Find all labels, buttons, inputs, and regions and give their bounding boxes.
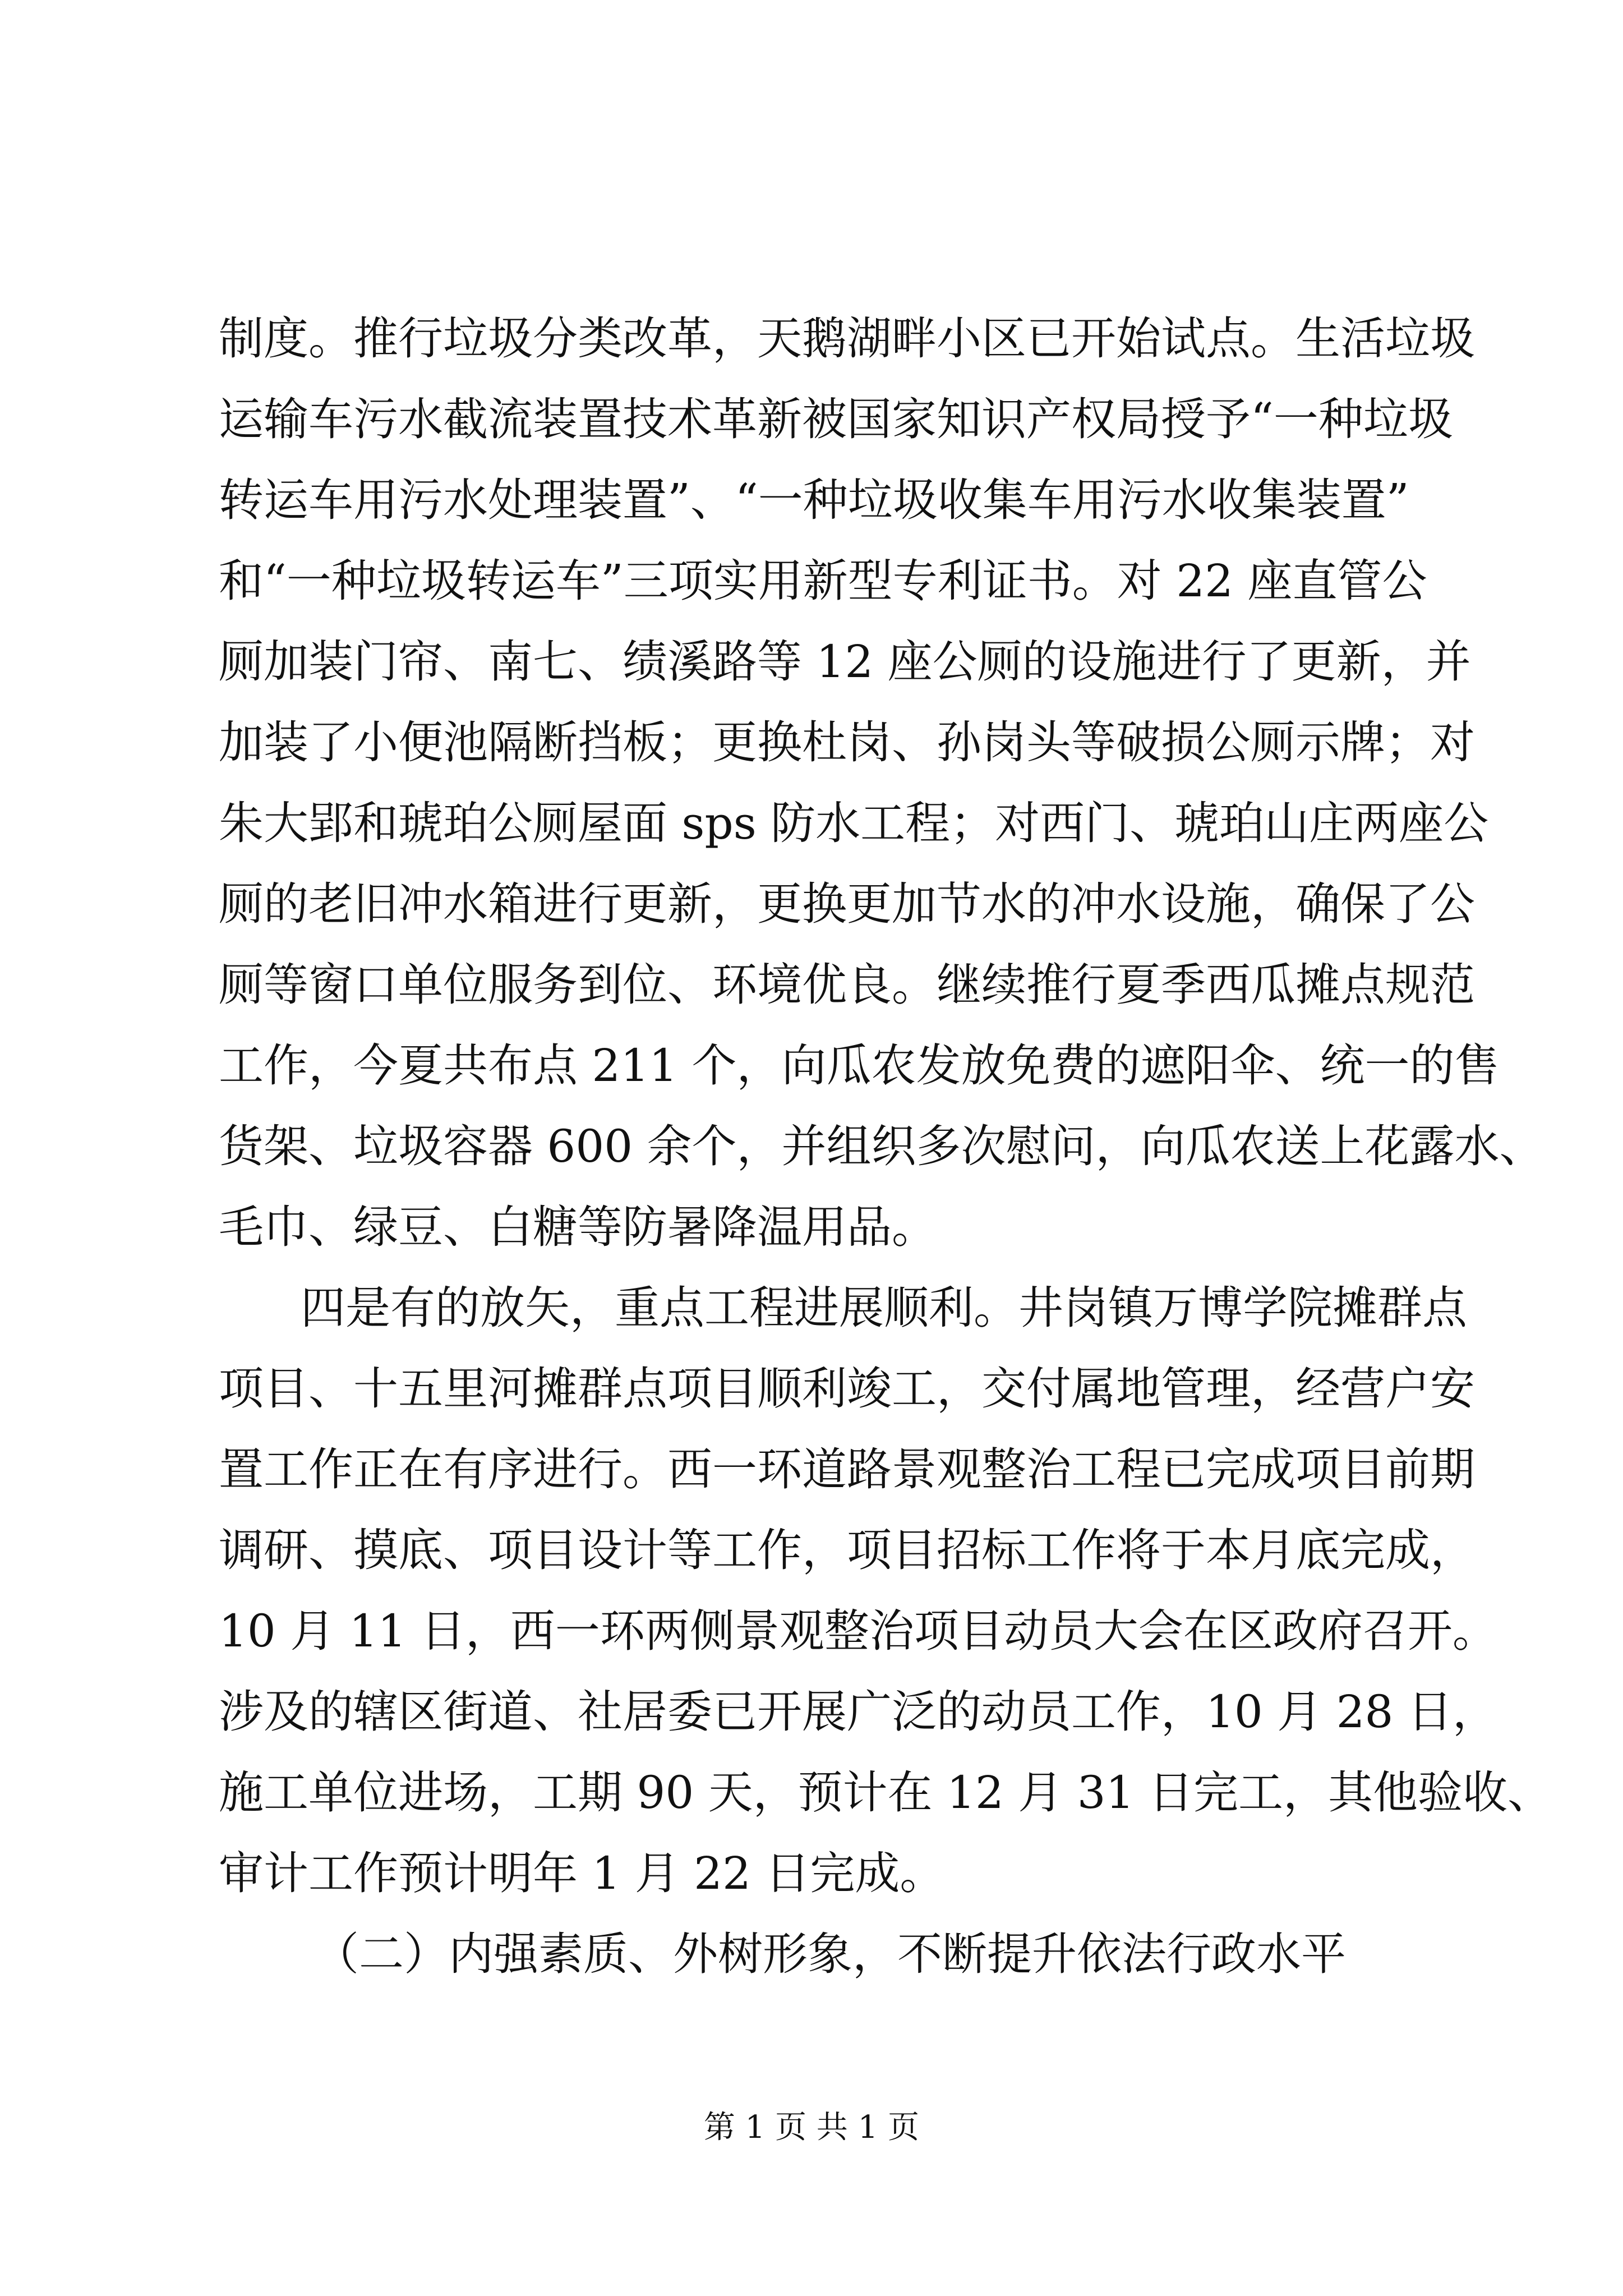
paragraph-1-line-6: 加装了小便池隔断挡板；更换杜岗、孙岗头等破损公厕示牌；对: [219, 716, 1475, 769]
page-footer: 第 1 页 共 1 页: [703, 2109, 920, 2146]
paragraph-1-line-1: 制度。推行垃圾分类改革，天鹅湖畔小区已开始试点。生活垃圾: [219, 312, 1475, 365]
paragraph-1-line-8: 厕的老旧冲水箱进行更新，更换更加节水的冲水设施，确保了公: [219, 878, 1475, 930]
paragraph-2-line-5: 10 月 11 日，西一环两侧景观整治项目动员大会在区政府召开。: [219, 1605, 1497, 1657]
paragraph-2-line-3: 置工作正在有序进行。西一环道路景观整治工程已完成项目前期: [219, 1443, 1475, 1496]
paragraph-2-line-7: 施工单位进场，工期 90 天，预计在 12 月 31 日完工，其他验收、: [219, 1766, 1552, 1819]
paragraph-1-line-5: 厕加装门帘、南七、绩溪路等 12 座公厕的设施进行了更新，并: [219, 636, 1471, 688]
section-heading: （二）内强素质、外树形象，不断提升依法行政水平: [314, 1928, 1346, 1980]
paragraph-1-line-11: 货架、垃圾容器 600 余个，并组织多次慰问，向瓜农送上花露水、: [219, 1120, 1544, 1172]
paragraph-1-line-9: 厕等窗口单位服务到位、环境优良。继续推行夏季西瓜摊点规范: [219, 959, 1475, 1011]
paragraph-1-line-3: 转运车用污水处理装置”、“一种垃圾收集车用污水收集装置”: [219, 474, 1409, 526]
paragraph-1-line-7: 朱大郢和琥珀公厕屋面 sps 防水工程；对西门、琥珀山庄两座公: [219, 797, 1489, 849]
paragraph-1-line-2: 运输车污水截流装置技术革新被国家知识产权局授予“一种垃圾: [219, 393, 1453, 445]
paragraph-2-line-4: 调研、摸底、项目设计等工作，项目招标工作将于本月底完成，: [219, 1524, 1475, 1576]
paragraph-1-line-10: 工作，今夏共布点 211 个，向瓜农发放免费的遮阳伞、统一的售: [219, 1039, 1500, 1092]
paragraph-2-line-6: 涉及的辖区街道、社居委已开展广泛的动员工作，10 月 28 日，: [219, 1686, 1497, 1738]
paragraph-2-line-8: 审计工作预计明年 1 月 22 日完成。: [219, 1847, 945, 1899]
paragraph-2-line-1: 四是有的放矢，重点工程进展顺利。井岗镇万博学院摊群点: [301, 1282, 1467, 1334]
paragraph-2-line-2: 项目、十五里河摊群点项目顺利竣工，交付属地管理，经营户安: [219, 1363, 1475, 1415]
paragraph-1-line-12: 毛巾、绿豆、白糖等防暑降温用品。: [219, 1201, 937, 1253]
paragraph-1-line-4: 和“一种垃圾转运车”三项实用新型专利证书。对 22 座直管公: [219, 555, 1427, 607]
